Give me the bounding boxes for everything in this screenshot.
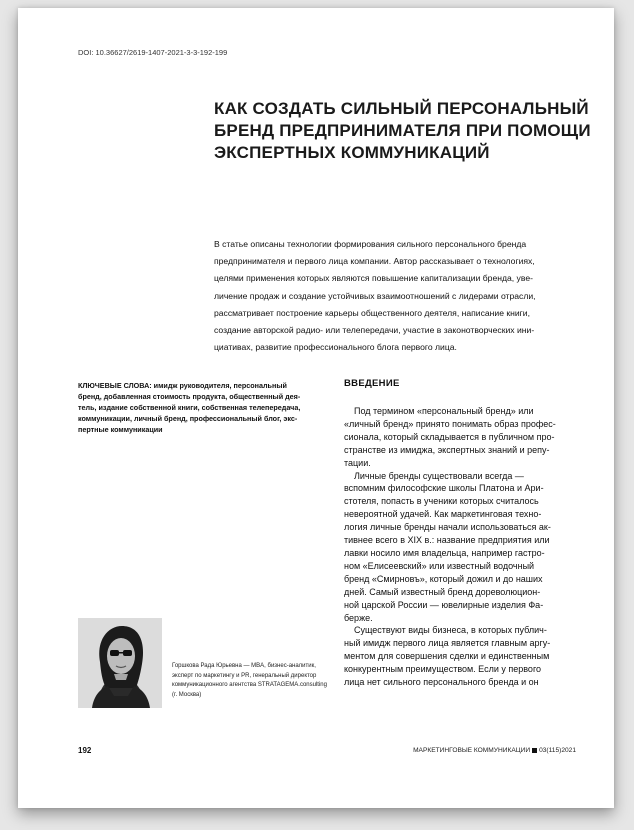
body-line: ный имидж первого лица является главным аргу-	[344, 638, 551, 649]
section-heading: ВВЕДЕНИЕ	[344, 378, 400, 389]
footer-journal-info	[413, 747, 576, 754]
body-line: «личный бренд» принято понимать образ профес-	[344, 418, 556, 429]
body-line: дней. Самый известный бренд дореволюцион-	[344, 586, 541, 597]
author-line: (г. Москва)	[172, 691, 202, 698]
abstract	[214, 236, 586, 356]
abstract-line: В статье описаны технологии формирования сильного персонального бренда	[214, 239, 527, 249]
keywords-line: бренд, добавленная стоимость продукта, общественный дея-	[78, 392, 301, 401]
body-line: тивнее всего в XIX в.: название предприятия или	[344, 535, 550, 546]
body-line: Личные бренды существовали всегда —	[344, 470, 524, 481]
body-line: тации.	[344, 457, 371, 468]
footer-issue: 03(115)2021	[539, 747, 576, 754]
journal-page	[18, 8, 614, 808]
author-info	[172, 662, 342, 700]
keywords-line: КЛЮЧЕВЫЕ СЛОВА: имидж руководителя, персональный	[78, 381, 287, 390]
doi-line: DOI: 10.36627/2619-1407-2021-3-3-192-199	[78, 48, 228, 57]
author-line: Горшкова Рада Юрьевна — MBA, бизнес-аналитик,	[172, 663, 316, 669]
body-line: ной царской России — ювелирные изделия Фа-	[344, 599, 544, 610]
keywords	[78, 380, 313, 435]
body-line: берже.	[344, 612, 373, 623]
abstract-line: рассматривает построение карьеры общественного деятеля, написание книги,	[214, 307, 530, 318]
abstract-line: целями применения которых являются повышение капитализации бренда, уве-	[214, 273, 533, 284]
abstract-line: циативах, развитие профессионального блога первого лица.	[214, 342, 457, 353]
title-line: БРЕНД ПРЕДПРИНИМАТЕЛЯ ПРИ ПОМОЩИ	[214, 121, 591, 140]
body-line: невероятной удачей. Как маркетинговая техно-	[344, 509, 542, 520]
keywords-line: коммуникации, личный бренд, профессиональный блог, экс-	[78, 414, 298, 423]
keywords-line: тель, издание собственной книги, собственная телепередача,	[78, 403, 301, 412]
title-line: КАК СОЗДАТЬ СИЛЬНЫЙ ПЕРСОНАЛЬНЫЙ	[214, 99, 589, 118]
body-line: вспомним философские школы Платона и Ари-	[344, 483, 544, 494]
page-number: 192	[78, 746, 92, 755]
body-line: лавки носило имя владельца, например гастро-	[344, 547, 545, 558]
author-line: эксперт по маркетингу и PR, генеральный директор	[172, 672, 317, 679]
body-line: логия личные бренды начали использоваться ак-	[344, 522, 551, 533]
author-line: коммуникационного агентства STRATAGEMA.consulting	[172, 682, 327, 689]
body-line: конкурентным преимуществом. Если у первого	[344, 664, 542, 675]
body-line: бренд «Смирновъ», который дожил и до наших	[344, 573, 543, 584]
body-line: ментом для совершения сделки и единственным	[344, 651, 550, 662]
body-line: странстве из имиджа, экспертных знаний и репу-	[344, 444, 550, 455]
body-line: стотеля, попасть в ученики которых считалось	[344, 496, 539, 507]
keywords-line: пертные коммуникации	[78, 425, 163, 434]
abstract-line: создание авторской радио- или телепередачи, участие в законотворческих ини-	[214, 325, 535, 336]
body-text	[344, 405, 584, 689]
footer-journal-name: МАРКЕТИНГОВЫЕ КОММУНИКАЦИИ	[413, 747, 531, 754]
square-separator-icon	[532, 748, 537, 753]
body-line: сионала, который складывается в публичном про-	[344, 431, 555, 442]
body-line: Под термином «персональный бренд» или	[344, 406, 534, 416]
body-line: ном «Елисеевский» или известный водочный	[344, 560, 535, 571]
author-portrait-image	[78, 618, 162, 708]
body-line: лица нет сильного персонального бренда и он	[344, 677, 539, 688]
author-photo	[78, 618, 162, 708]
article-title	[214, 98, 591, 164]
title-line: ЭКСПЕРТНЫХ КОММУНИКАЦИЙ	[214, 143, 490, 162]
body-line: Существуют виды бизнеса, в которых публич-	[344, 625, 547, 636]
abstract-line: личение продаж и создание устойчивых взаимоотношений с лидерами отрасли,	[214, 290, 536, 301]
abstract-line: предпринимателя и первого лица компании. Автор рассказывает о технологиях,	[214, 256, 535, 267]
